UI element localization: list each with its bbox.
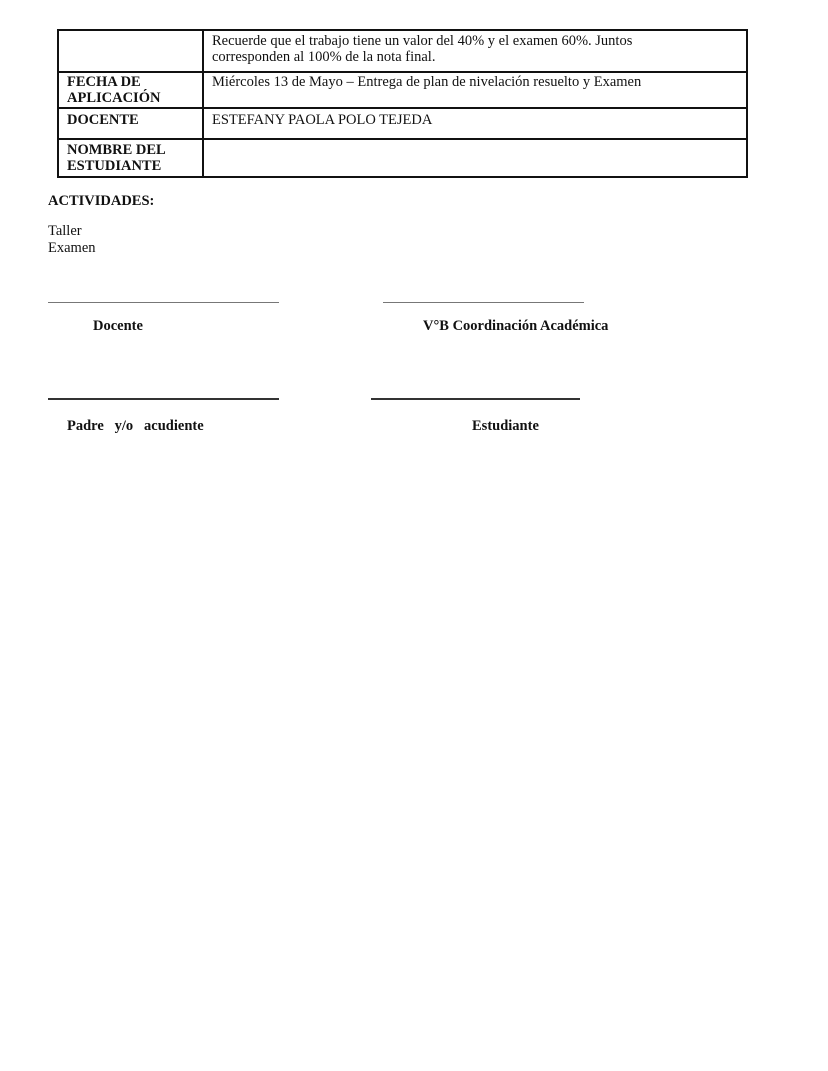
activities-list	[48, 223, 96, 257]
table-row	[58, 108, 747, 139]
grading-note-line-2: corresponden al 100% de la nota final.	[212, 49, 436, 65]
signature-line-estudiante	[371, 398, 580, 400]
signature-label-coordinacion: V°B Coordinación Académica	[423, 318, 609, 334]
grading-note-cell	[203, 30, 747, 72]
activity-item: Examen	[48, 240, 96, 256]
info-table	[57, 29, 748, 178]
docente-label-cell: DOCENTE	[58, 108, 203, 139]
signature-line-padre	[48, 398, 279, 400]
signature-line-coordinacion	[383, 302, 584, 303]
signature-line-docente	[48, 302, 279, 303]
estudiante-label-line-2: ESTUDIANTE	[67, 158, 162, 174]
fecha-label-cell	[58, 72, 203, 108]
estudiante-value-cell	[203, 139, 747, 177]
activities-heading: ACTIVIDADES:	[48, 193, 155, 209]
fecha-label-line-2: APLICACIÓN	[67, 90, 161, 106]
table-row	[58, 30, 747, 72]
fecha-value-cell: Miércoles 13 de Mayo – Entrega de plan de nivelación resuelto y Examen	[203, 72, 747, 108]
empty-label-cell	[58, 30, 203, 72]
activity-item: Taller	[48, 223, 82, 239]
estudiante-label-cell	[58, 139, 203, 177]
docente-value-cell: ESTEFANY PAOLA POLO TEJEDA	[203, 108, 747, 139]
signature-label-estudiante: Estudiante	[472, 418, 539, 434]
grading-note-line-1: Recuerde que el trabajo tiene un valor del 40% y el examen 60%. Juntos	[212, 33, 633, 49]
signature-label-padre: Padre y/o acudiente	[67, 418, 204, 434]
signature-label-docente: Docente	[93, 318, 143, 334]
table-row	[58, 139, 747, 177]
estudiante-label-line-1: NOMBRE DEL	[67, 142, 166, 158]
fecha-label-line-1: FECHA DE	[67, 74, 141, 90]
table-row	[58, 72, 747, 108]
